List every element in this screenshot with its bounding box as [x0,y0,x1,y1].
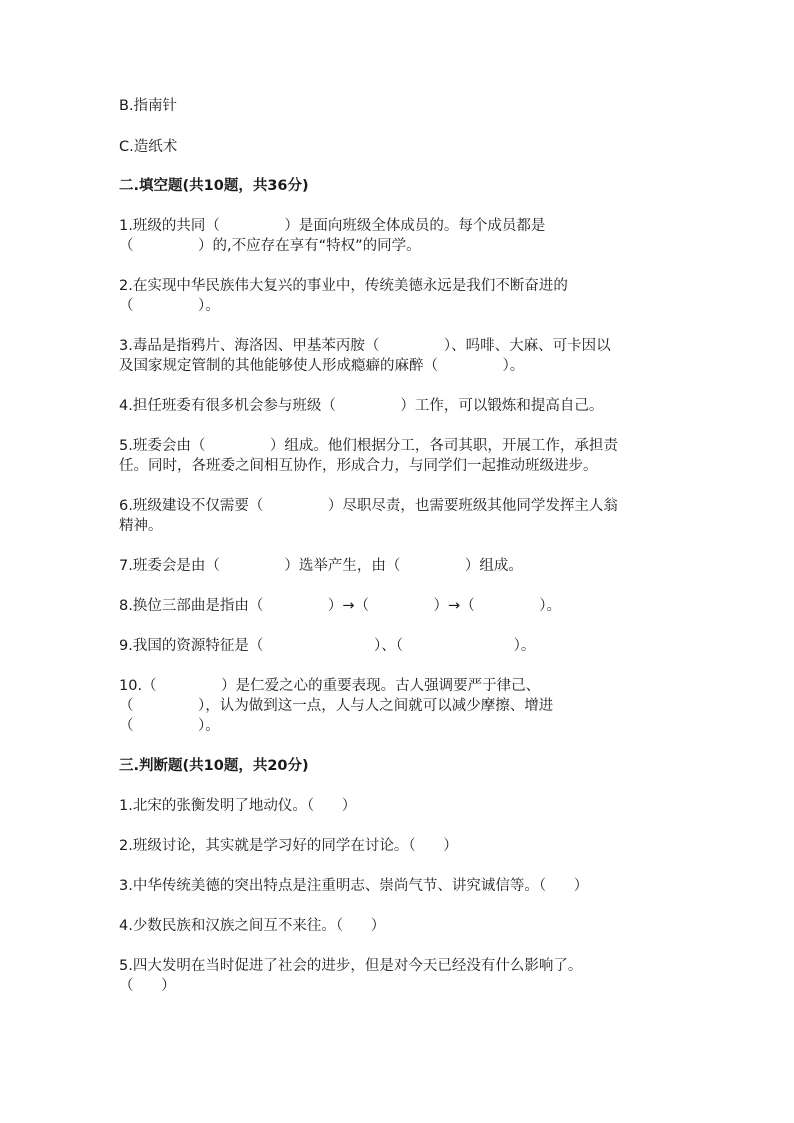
judge-q3-line1: 3.中华传统美德的突出特点是注重明志、崇尚气节、讲究诚信等。（ ） [119,878,589,894]
fill-q6-line2: 精神。 [119,518,163,534]
fill-q3-line2: 及国家规定管制的其他能够使人形成瘾癖的麻醉（ ）。 [119,358,525,374]
fill-q5-line2: 任。同时，各班委之间相互协作，形成合力，与同学们一起推动班级进步。 [119,458,598,474]
fill-q3-line1: 3.毒品是指鸦片、海洛因、甲基苯丙胺（ ）、吗啡、大麻、可卡因以 [119,338,611,354]
fill-q10-line1: 10.（ ）是仁爱之心的重要表现。古人强调要严于律己、 [119,678,541,694]
fill-q10-line2: （ ），认为做到这一点，人与人之间就可以减少摩擦、增进 [119,698,554,714]
section-2-title: 二.填空题(共10题，共36分) [119,178,309,194]
judge-q5-line1: 5.四大发明在当时促进了社会的进步，但是对今天已经没有什么影响了。 [119,958,583,974]
fill-q9-line1: 9.我国的资源特征是（ ）、（ ）。 [119,638,536,654]
fill-q4-line1: 4.担任班委有很多机会参与班级（ ）工作，可以锻炼和提高自己。 [119,398,604,414]
option-c: C.造纸术 [119,139,178,155]
fill-q1-line1: 1.班级的共同（ ）是面向班级全体成员的。每个成员都是 [119,218,546,234]
judge-q4-line1: 4.少数民族和汉族之间互不来往。（ ） [119,918,386,934]
judge-q2-line1: 2.班级讨论，其实就是学习好的同学在讨论。（ ） [119,838,458,854]
fill-q7-line1: 7.班委会是由（ ）选举产生，由（ ）组成。 [119,558,523,574]
fill-q5-line1: 5.班委会由（ ）组成。他们根据分工，各司其职，开展工作，承担责 [119,438,618,454]
section-3-title: 三.判断题(共10题，共20分) [119,758,309,774]
judge-q1-line1: 1.北宋的张衡发明了地动仪。（ ） [119,798,357,814]
fill-q10-line3: （ ）。 [119,718,220,734]
fill-q2-line2: （ ）。 [119,298,220,314]
fill-q2-line1: 2.在实现中华民族伟大复兴的事业中，传统美德永远是我们不断奋进的 [119,278,568,294]
fill-q1-line2: （ ）的,不应存在享有“特权”的同学。 [119,238,421,254]
judge-q5-line2: （ ） [119,978,176,994]
option-b: B.指南针 [119,98,178,114]
fill-q6-line1: 6.班级建设不仅需要（ ）尽职尽责，也需要班级其他同学发挥主人翁 [119,498,618,514]
fill-q8-line1: 8.换位三部曲是指由（ ）→（ ）→（ ）。 [119,598,561,614]
